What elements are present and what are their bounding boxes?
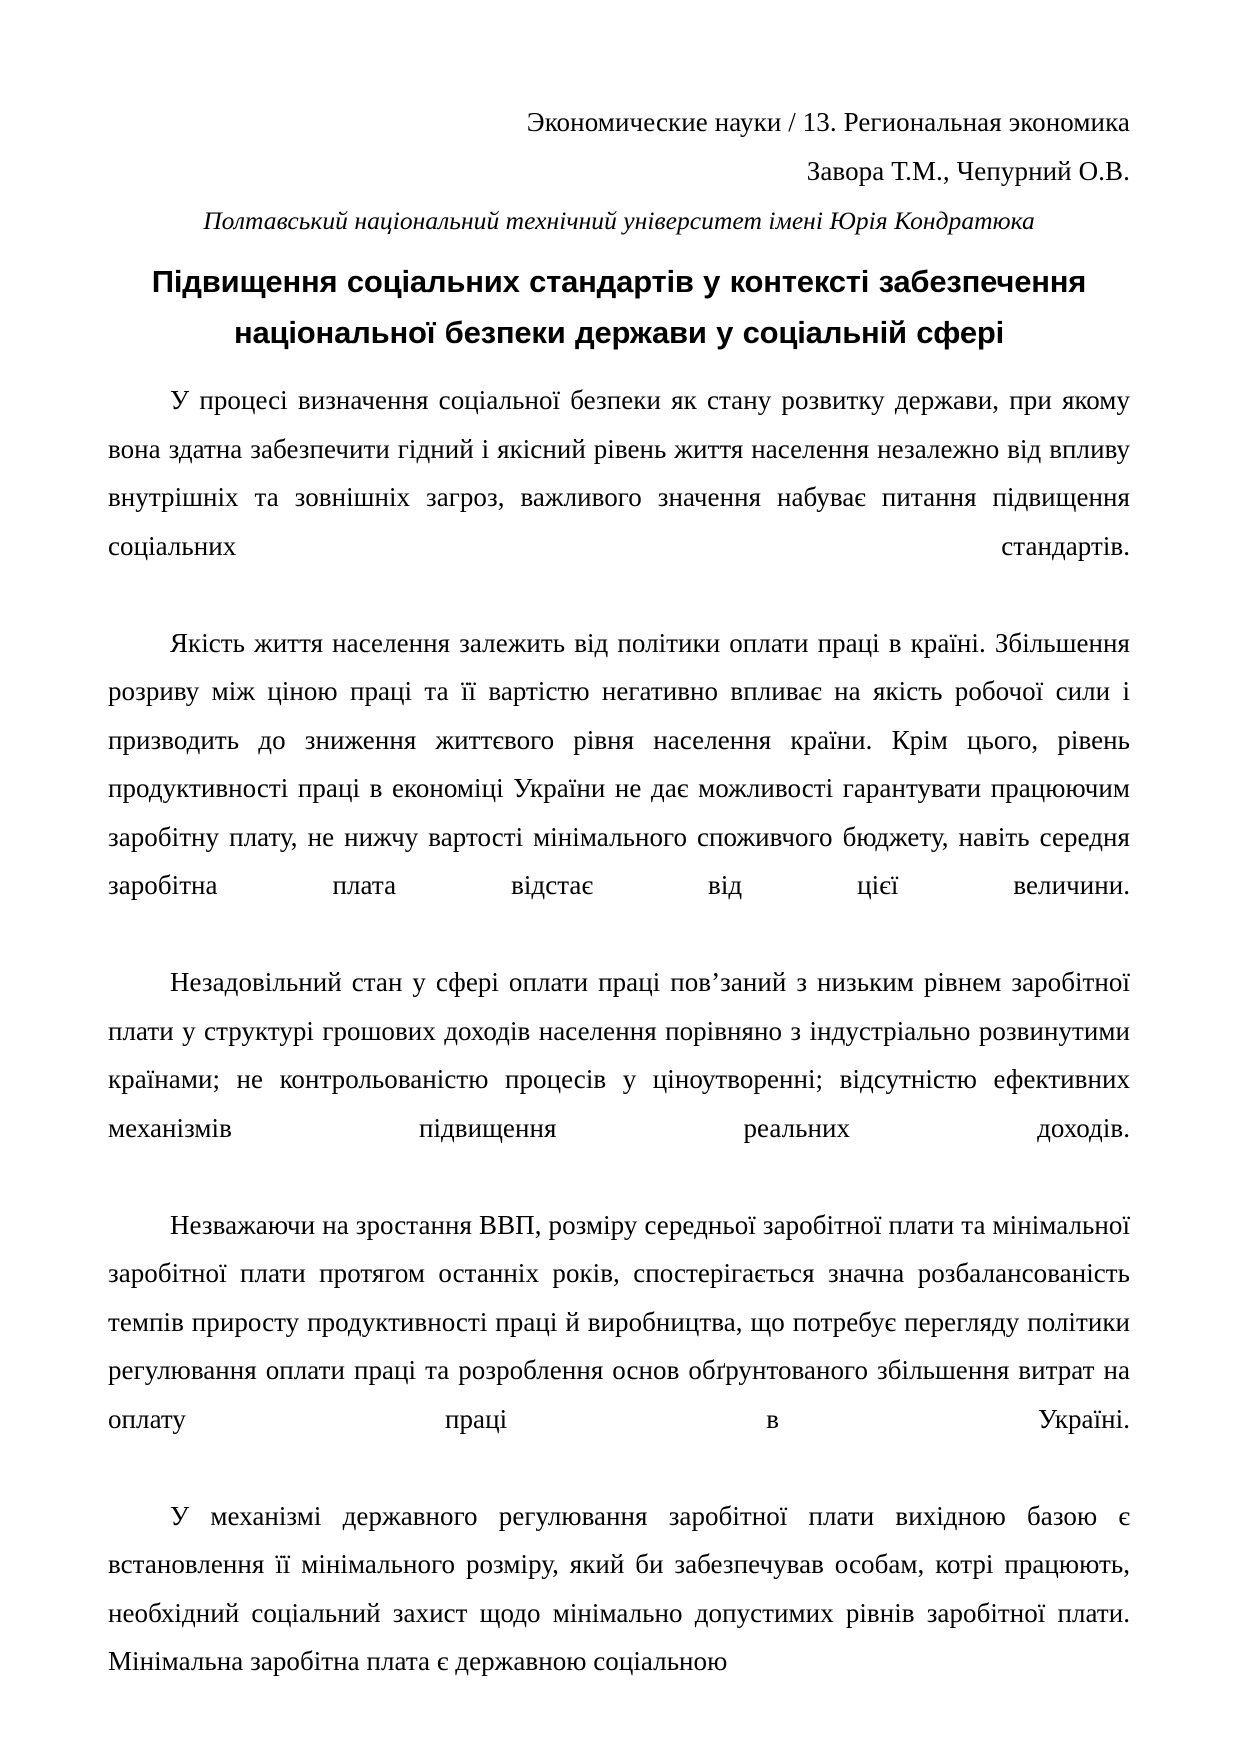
paragraph: У механізмі державного регулювання заробітної плати вихідною базою є встановлення її мінімального розміру, який би забезпечував особам, котрі працюють, необхідний соціальний захист щодо мінімально допустимих рівнів заробітної плати. Мінімальна заробітна плата є державною соціальною: [108, 1500, 1130, 1676]
page-title: Підвищення соціальних стандартів у контексті забезпечення національної безпеки держави у соціальній сфері: [151, 264, 1087, 350]
authors-line: Завора Т.М., Чепурний О.В.: [806, 156, 1130, 186]
paragraph: Якість життя населення залежить від політики оплати праці в країні. Збільшення розриву між ціною праці та її вартістю негативно впливає на якість робочої сили і призводить до зниження життєвого рівня населення країни. Крім цього, рівень продуктивності праці в економіці України не дає можливості гарантувати працюючим заробітну плату, не нижчу вартості мінімального споживчого бюджету, навіть середня заробітна плата відстає від цієї величини.: [108, 627, 1130, 900]
paragraph: Незважаючи на зростання ВВП, розміру середньої заробітної плати та мінімальної заробітної плати протягом останніх років, спостерігається значна розбалансованість темпів приросту продуктивності праці й виробництва, що потребує перегляду політики регулювання оплати праці та розроблення основ обґрунтованого збільшення витрат на оплату праці в Україні.: [108, 1209, 1130, 1434]
paragraph: У процесі визначення соціальної безпеки як стану розвитку держави, при якому вона здатна забезпечити гідний і якісний рівень життя населення незалежно від впливу внутрішніх та зовнішніх загроз, важливого значення набуває питання підвищення соціальних стандартів.: [108, 385, 1130, 561]
affiliation-line: Полтавський національний технічний університет імені Юрія Кондратюка: [203, 206, 1035, 235]
section-heading-line: Экономические науки / 13. Региональная экономика: [526, 107, 1130, 137]
paragraph: Незадовільний стан у сфері оплати праці пов’заний з низьким рівнем заробітної плати у структурі грошових доходів населення порівняно з індустріально розвинутими країнами; не контрольованістю процесів у ціноутворенні; відсутністю ефективних механізмів підвищення реальних доходів.: [108, 967, 1130, 1143]
body-text: [108, 376, 1130, 1686]
page-content: [108, 98, 1130, 1686]
